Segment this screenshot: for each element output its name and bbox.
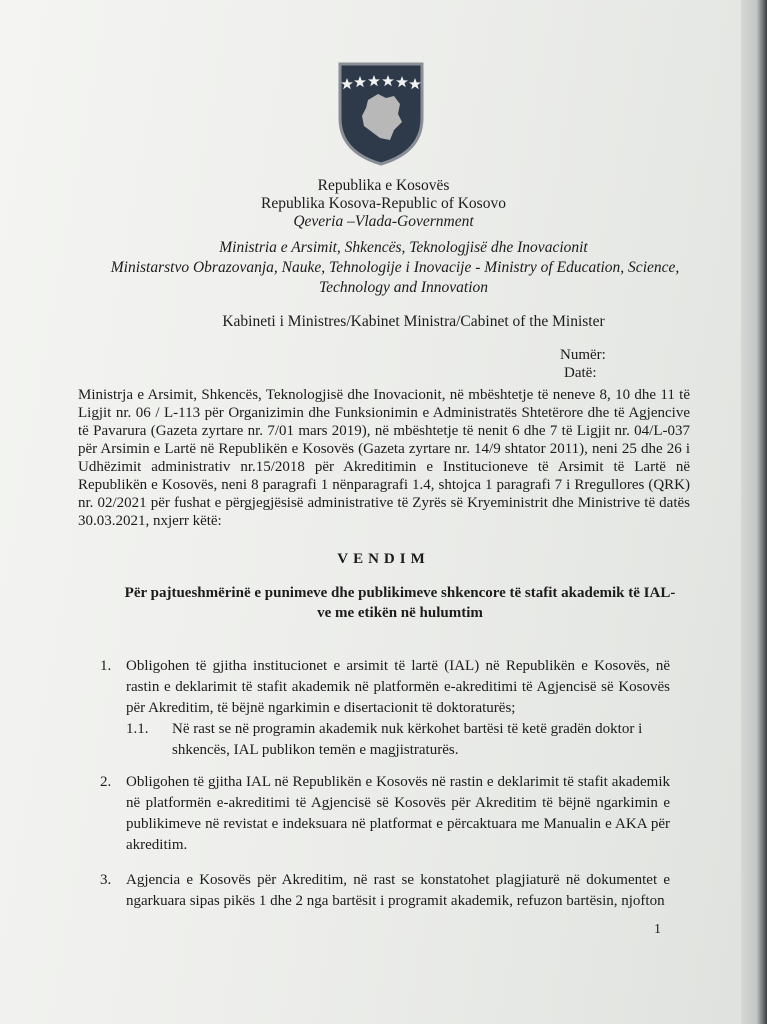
intro-paragraph: Ministrja e Arsimit, Shkencës, Teknologjisë dhe Inovacionit, në mbështetje të neneve 8, 10 dhe 11 të Ligjit nr. 06 / L-113 për Organizimin dhe Funksionimin e Administratës Shtetërore dhe të Agjencive të Pavarura (Gazeta zyrtare nr. 7/01 mars 2019), në mbështetje të nenit 6 dhe 7 të Ligjit nr. 04/L-037 për Arsimin e Lartë në Republikën e Kosovës (Gazeta zyrtare nr. 14/9 shtator 2011), neni 25 dhe 26 i Udhëzimit administrativ nr.15/2018 për Akreditimin e Institucioneve të Arsimit të Lartë në Republikën e Kosovës, neni 8 paragrafi 1 nënparagrafi 1.4, shtojca 1 paragrafi 7 i Rregullores (QRK) nr. 02/2021 për fushat e përgjegjësisë administrative të Zyrës së Kryeministrit dhe Ministrive të datës 30.03.2021, nxjerr këtë: xyxy=(78,387,690,529)
list-item xyxy=(100,772,670,856)
list-item xyxy=(100,656,670,719)
decision-subject: Për pajtueshmërinë e punimeve dhe publikimeve shkencore të stafit akademik të IAL-ve me etikën në hulumtim xyxy=(124,585,676,621)
item-number: 1. xyxy=(100,658,112,674)
item-text: Në rast se në programin akademik nuk kërkohet bartësi të ketë gradën doktor i shkencës, IAL publikon temën e magjistraturës. xyxy=(172,721,643,758)
number-label: Numër: xyxy=(560,347,606,363)
page-edge-shadow xyxy=(741,0,767,1024)
government-name: Qeveria –Vlada-Government xyxy=(293,213,474,230)
ministry-name-albanian: Ministria e Arsimit, Shkencës, Teknologjisë dhe Inovacionit xyxy=(219,239,588,256)
item-text: Obligohen të gjitha IAL në Republikën e Kosovës në rastin e deklarimit të stafit akademik në platformën e-akreditimi të Agjencisë së Kosovës për Akreditim të bëjnë ngarkimin e publikimeve në revistat e indeksuara në platformat e përcaktuara me Manualin e AKA për akreditim. xyxy=(126,774,670,853)
ministry-name-serbian-english: Ministarstvo Obrazovanja, Nauke, Tehnologije i Inovacije - Ministry of Education, Science, xyxy=(110,259,680,276)
cabinet-line: Kabineti i Ministres/Kabinet Ministra/Cabinet of the Minister xyxy=(222,313,605,330)
item-text: Obligohen të gjitha institucionet e arsimit të lartë (IAL) në Republikën e Kosovës, në rastin e deklarimit të stafit akademik në platformën e-akreditimi të Agjencisë së Kosovës për Akreditim, të bëjnë ngarkimin e disertacionit të doktoraturës; xyxy=(126,658,670,716)
item-number: 3. xyxy=(100,872,112,888)
sub-list-item xyxy=(126,719,672,761)
date-label: Datë: xyxy=(564,365,597,381)
decision-title: VENDIM xyxy=(337,551,430,567)
reference-block xyxy=(560,346,606,382)
item-number: 1.1. xyxy=(126,721,149,737)
page-number: 1 xyxy=(654,922,661,937)
list-item xyxy=(100,870,670,912)
kosovo-emblem-icon xyxy=(334,60,428,168)
item-text: Agjencia e Kosovës për Akreditim, në rast se konstatohet plagjiaturë në dokumentet e ngarkuara sipas pikës 1 dhe 2 nga bartësit i programit akademik, refuzon bartësin, njofton xyxy=(126,872,670,909)
item-number: 2. xyxy=(100,774,112,790)
country-name-multilingual: Republika Kosova-Republic of Kosovo xyxy=(261,195,506,212)
country-name-albanian: Republika e Kosovës xyxy=(317,177,450,194)
ministry-name-english-cont: Technology and Innovation xyxy=(318,279,489,296)
